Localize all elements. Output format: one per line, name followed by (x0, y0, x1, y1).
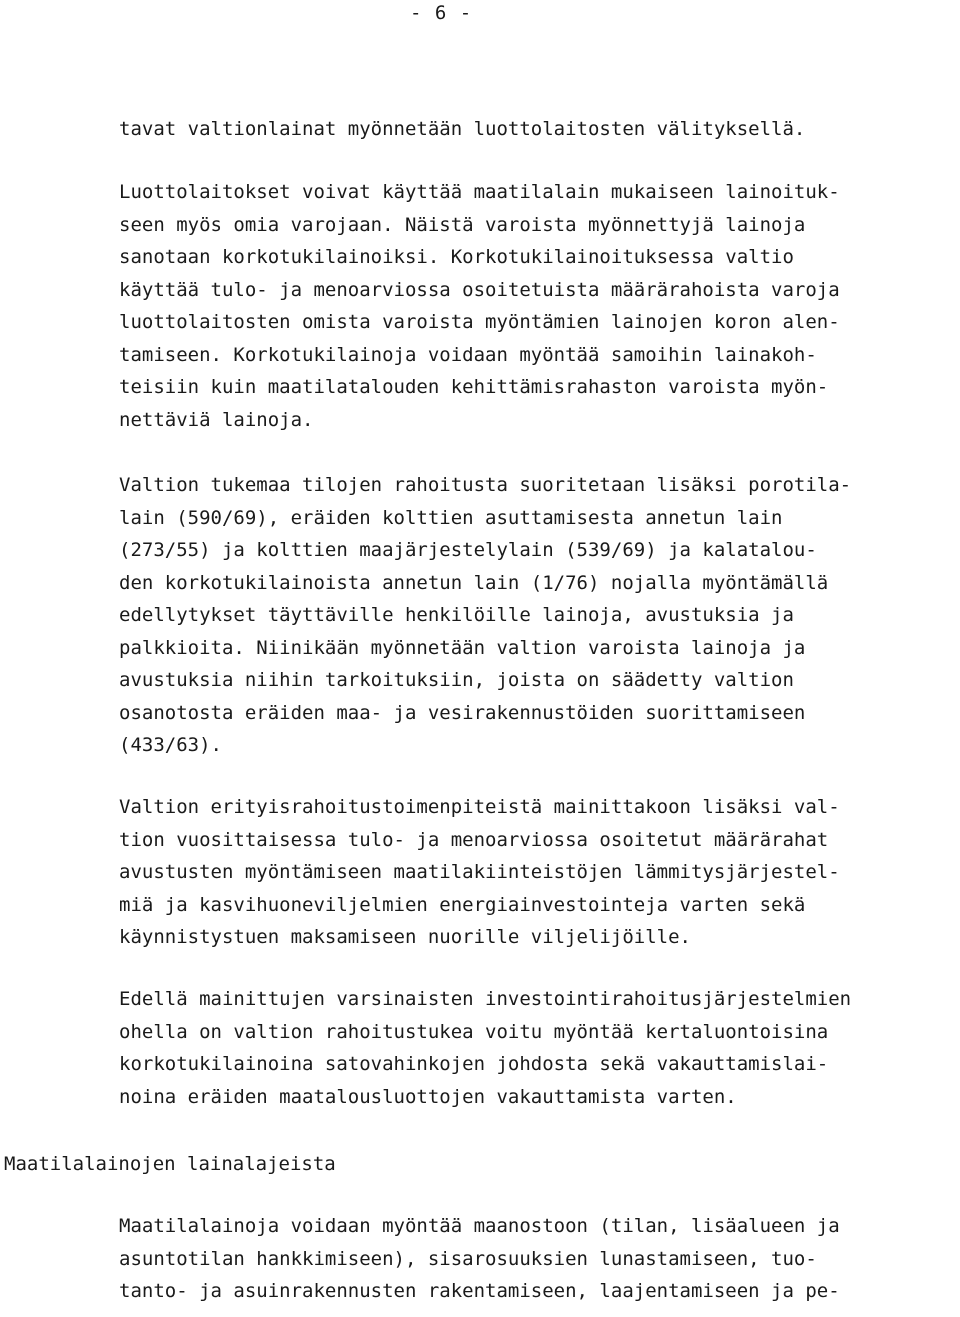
text-line: edellytykset täyttäville henkilöille lainoja, avustuksia ja (119, 604, 794, 626)
text-line: Luottolaitokset voivat käyttää maatilalain mukaiseen lainoituk- (119, 181, 840, 203)
text-line: (273/55) ja kolttien maajärjestelylain (539/69) ja kalatalou- (119, 539, 817, 561)
text-line: teisiin kuin maatilatalouden kehittämisrahaston varoista myön- (119, 376, 829, 398)
text-line: Valtion erityisrahoitustoimenpiteistä mainittakoon lisäksi val- (119, 796, 840, 818)
text-line: tavat valtionlainat myönnetään luottolaitosten välityksellä. (119, 118, 806, 140)
text-line: lain (590/69), eräiden kolttien asuttamisesta annetun lain (119, 506, 783, 529)
text-line: Valtion tukemaa tilojen rahoitusta suoritetaan lisäksi porotila- (119, 474, 852, 496)
text-line: sanotaan korkotukilainoiksi. Korkotukilainoituksessa valtio (119, 246, 794, 268)
paragraph-valtion-tukemaa (119, 469, 851, 762)
text-line: luottolaitosten omista varoista myöntämien lainojen koron alen- (119, 311, 840, 333)
text-line: den korkotukilainoista annetun lain (1/76) nojalla myöntämällä (119, 571, 829, 594)
text-line: tion vuosittaisessa tulo- ja menoarviossa osoitetut määrärahat (119, 828, 829, 851)
text-line: (433/63). (119, 734, 222, 756)
text-line: asuntotilan hankkimiseen), sisarosuuksien lunastamiseen, tuo- (119, 1247, 817, 1270)
section-heading: Maatilalainojen lainalajeista (4, 1153, 336, 1175)
text-line: Maatilalainoja voidaan myöntää maanostoon (tilan, lisäalueen ja (119, 1215, 840, 1237)
text-line: palkkioita. Niinikään myönnetään valtion varoista lainoja ja (119, 636, 806, 659)
text-line: ohella on valtion rahoitustukea voitu myöntää kertaluontoisina (119, 1020, 829, 1043)
text-line: seen myös omia varojaan. Näistä varoista myönnettyjä lainoja (119, 213, 806, 236)
paragraph-erityisrahoitus (119, 791, 840, 954)
text-line: tanto- ja asuinrakennusten rakentamiseen, laajentamiseen ja pe- (119, 1280, 840, 1302)
paragraph-maatilalainoja (119, 1210, 840, 1308)
text-line: nettäviä lainoja. (119, 408, 314, 431)
paragraph-intro-continuation (119, 113, 805, 146)
text-line: noina eräiden maatalousluottojen vakauttamista varten. (119, 1085, 737, 1108)
text-line: avustuksia niihin tarkoituksiin, joista on säädetty valtion (119, 669, 794, 691)
text-line: avustusten myöntämiseen maatilakiinteistöjen lämmitysjärjestel- (119, 861, 840, 883)
text-line: käynnistystuen maksamiseen nuorille viljelijöille. (119, 926, 691, 948)
text-line: käyttää tulo- ja menoarviossa osoitetuista määrärahoista varoja (119, 278, 840, 301)
text-line: Edellä mainittujen varsinaisten investointirahoitusjärjestelmien (119, 988, 852, 1010)
page-number: - 6 - (410, 2, 473, 24)
text-line: osanotosta eräiden maa- ja vesirakennustöiden suorittamiseen (119, 701, 806, 724)
text-line: tamiseen. Korkotukilainoja voidaan myöntää samoihin lainakoh- (119, 343, 817, 366)
text-line: korkotukilainoina satovahinkojen johdosta sekä vakauttamislai- (119, 1053, 829, 1075)
text-line: miä ja kasvihuoneviljelmien energiainvestointeja varten sekä (119, 893, 806, 916)
paragraph-edella-mainittujen (119, 983, 851, 1113)
paragraph-luottolaitokset (119, 176, 840, 436)
